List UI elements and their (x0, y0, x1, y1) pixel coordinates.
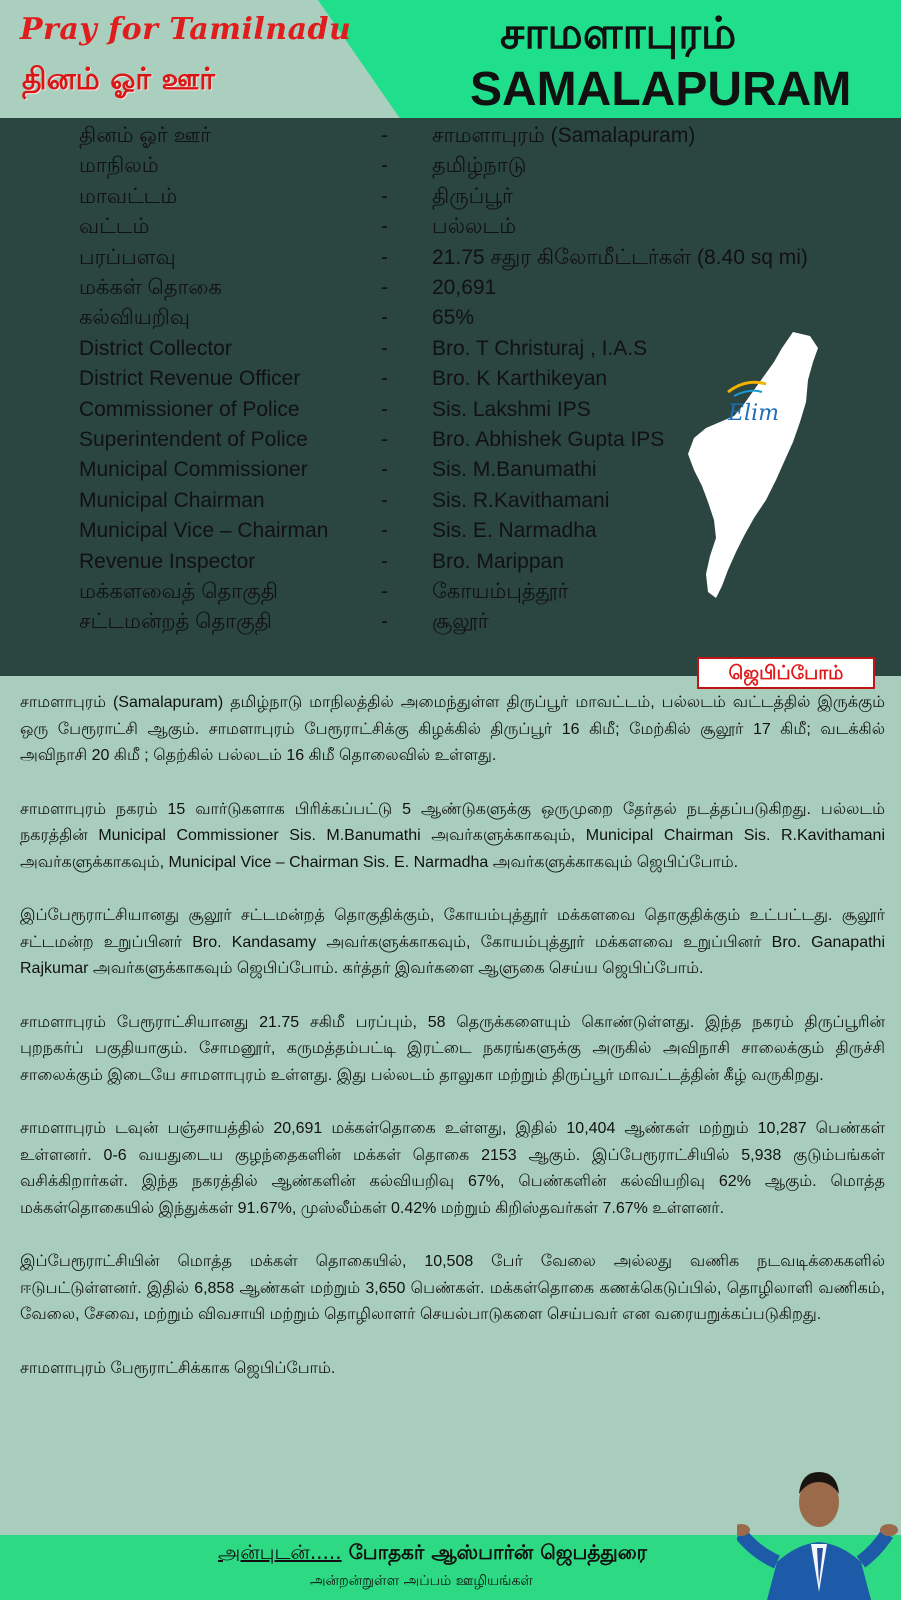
page-title-english: SAMALAPURAM (470, 63, 852, 116)
info-dash: - (381, 336, 388, 360)
info-label: சட்டமன்றத் தொகுதி (79, 610, 272, 634)
info-label: கல்வியறிவு (79, 306, 190, 330)
info-value: Bro. K Karthikeyan (432, 367, 608, 391)
info-label: Municipal Chairman (79, 488, 265, 512)
info-value: சாமளாபுரம் (Samalapuram) (432, 124, 696, 147)
info-value: Sis. Lakshmi IPS (432, 397, 591, 421)
info-dash: - (381, 610, 388, 634)
article-paragraph: இப்பேரூராட்சியானது சூலூர் சட்டமன்றத் தொகுதிக்கும், கோயம்புத்தூர் மக்களவை தொகுதிக்கும் உட்பட்டது. சூலூர் சட்டமன்ற உறுப்பினர் Bro. Kandasamy அவர்களுக்காகவும், கோயம்புத்தூர் மக்களவை உறுப்பினர் Bro. Ganapathi Rajkumar அவர்களுக்காகவும் ஜெபிப்போம். கர்த்தர் இவர்களை ஆளுகை செய்ய ஜெபிப்போம். (20, 907, 885, 977)
article-paragraph: சாமளாபுரம் பேரூராட்சிக்காக ஜெபிப்போம். (20, 1359, 336, 1377)
info-label: Commissioner of Police (79, 397, 300, 421)
info-value: திருப்பூர் (432, 184, 514, 208)
article-paragraph: இப்பேரூராட்சியின் மொத்த மக்கள் தொகையில், 10,508 பேர் வேலை அல்லது வணிக நடவடிக்கைகளில் ஈடுபட்டுள்ளனர். இதில் 6,858 ஆண்கள் மற்றும் 3,650 பெண்கள். மக்கள்தொகை கணக்கெடுப்பில், தொழிலாளி வணிகம், வேலை, சேவை, மற்றும் விவசாயி மற்றும் தொழிலாளர் செயல்பாடுகளை செய்பவர் என வரையறுக்கப்படுகிறது. (20, 1253, 885, 1323)
signature-lead: அன்புடன்..... (218, 1540, 342, 1564)
info-value: 65% (432, 306, 475, 330)
info-label: District Collector (79, 336, 232, 360)
info-label: மாவட்டம் (79, 184, 178, 208)
info-label: தினம் ஓர் ஊர் (79, 124, 212, 147)
info-dash: - (381, 488, 388, 512)
signature-line (218, 1540, 647, 1567)
info-value: 20,691 (432, 276, 497, 299)
info-value: Sis. M.Banumathi (432, 458, 597, 482)
info-dash: - (381, 184, 388, 208)
info-value: Bro. Abhishek Gupta IPS (432, 428, 665, 451)
info-dash: - (381, 215, 388, 239)
info-label: Superintendent of Police (79, 428, 308, 451)
page-title-tamil: சாமளாபுரம் (500, 8, 737, 59)
article-paragraph: சாமளாபுரம் பேரூராட்சியானது 21.75 சகிமீ பரப்பும், 58 தெருக்களையும் கொண்டுள்ளது. இந்த நகரம் திருப்பூரின் புறநகர்ப் பகுதியாகும். சோமனூர், கருமத்தம்பட்டி இரட்டை நகரங்களுக்கு அருகில் அவிநாசி சாலைக்கும் திருச்சி சாலைக்கும் இடையே சாமளாபுரம் உள்ளது. இது பல்லடம் தாலுகா மற்றும் திருப்பூர் மாவட்டத்தின் கீழ் வருகிறது. (20, 1013, 885, 1084)
info-dash: - (381, 519, 388, 543)
info-label: வட்டம் (79, 215, 150, 239)
info-label: Municipal Commissioner (79, 458, 308, 482)
ministry-name: அன்றன்றுள்ள அப்பம் ஊழியங்கள் (310, 1573, 534, 1589)
info-value: சூலூர் (432, 610, 489, 634)
info-dash: - (381, 428, 388, 451)
info-value: தமிழ்நாடு (432, 154, 527, 178)
info-label: மாநிலம் (79, 154, 159, 178)
tamilnadu-map-icon (688, 330, 828, 600)
info-dash: - (381, 397, 388, 421)
info-dash: - (381, 276, 388, 299)
info-dash: - (381, 367, 388, 391)
info-value: கோயம்புத்தூர் (432, 580, 569, 603)
pastor-photo (737, 1452, 901, 1600)
article-paragraph: சாமளாபுரம் நகரம் 15 வார்டுகளாக பிரிக்கப்பட்டு 5 ஆண்டுகளுக்கு ஒருமுறை தேர்தல் நடத்தப்படுகிறது. பல்லடம் நகரத்தின் Municipal Commissioner Sis. M.Banumathi அவர்களுக்காகவும், Municipal Chairman Sis. R.Kavithamani அவர்களுக்காகவும், Municipal Vice – Chairman Sis. E. Narmadha அவர்களுக்காகவும் ஜெபிப்போம். (20, 800, 885, 871)
dinam-oor-oor-text: தினம் ஓர் ஊர் (22, 62, 215, 97)
jebippom-badge: ஜெபிப்போம் (697, 657, 875, 689)
elim-logo-text: Elim (728, 401, 779, 426)
info-dash: - (381, 124, 388, 147)
info-label: மக்கள் தொகை (79, 276, 222, 299)
info-value: 21.75 சதுர கிலோமீட்டர்கள் (8.40 sq mi) (432, 245, 808, 269)
header-banner (0, 0, 901, 118)
signature-name: போதகர் ஆஸ்பார்ன் ஜெபத்துரை (341, 1540, 648, 1564)
info-value: Bro. T Christuraj , I.A.S (432, 336, 648, 360)
info-dash: - (381, 549, 388, 573)
info-dash: - (381, 306, 388, 330)
info-label: Municipal Vice – Chairman (79, 519, 329, 543)
info-dash: - (381, 245, 388, 269)
info-value: Sis. E. Narmadha (432, 519, 597, 543)
info-value: Sis. R.Kavithamani (432, 488, 610, 512)
info-dash: - (381, 580, 388, 603)
article-paragraph: சாமளாபுரம் (Samalapuram) தமிழ்நாடு மாநிலத்தில் அமைந்துள்ள திருப்பூர் மாவட்டம், பல்லடம் வட்டத்தில் இருக்கும் ஒரு பேரூராட்சி ஆகும். சாமளாபுரம் பேரூராட்சிக்கு கிழக்கில் திருப்பூர் 16 கிமீ; மேற்கில் சூலூர் 17 கிமீ; வடக்கில் அவிநாசி 20 கிமீ ; தெற்கில் பல்லடம் 16 கிமீ தொலைவில் உள்ளது. (20, 694, 885, 764)
info-label: Revenue Inspector (79, 549, 256, 573)
article-body (20, 690, 885, 1409)
pray-for-tamilnadu-text: Pray for Tamilnadu (20, 12, 352, 47)
article-paragraph: சாமளாபுரம் டவுன் பஞ்சாயத்தில் 20,691 மக்கள்தொகை உள்ளது, இதில் 10,404 ஆண்கள் மற்றும் 10,287 பெண்கள் உள்ளனர். 0-6 வயதுடைய குழந்தைகளின் மக்கள் தொகை 2153 ஆகும். இப்பேரூராட்சியில் 5,938 குடும்பங்கள் வசிக்கிறார்கள். இந்த நகரத்தில் ஆண்களின் கல்வியறிவு 67%, பெண்களின் கல்வியறிவு 62% ஆகும். மொத்த மக்கள்தொகையில் இந்துக்கள் 91.67%, முஸ்லீம்கள் 0.42% மற்றும் கிறிஸ்தவர்கள் 7.67% உள்ளனர். (20, 1120, 885, 1217)
info-value: பல்லடம் (432, 215, 517, 239)
info-label: District Revenue Officer (79, 367, 301, 391)
info-value: Bro. Marippan (432, 549, 564, 573)
info-label: பரப்பளவு (79, 245, 176, 269)
info-label: மக்களவைத் தொகுதி (79, 580, 278, 603)
info-dash: - (381, 458, 388, 482)
info-dash: - (381, 154, 388, 178)
